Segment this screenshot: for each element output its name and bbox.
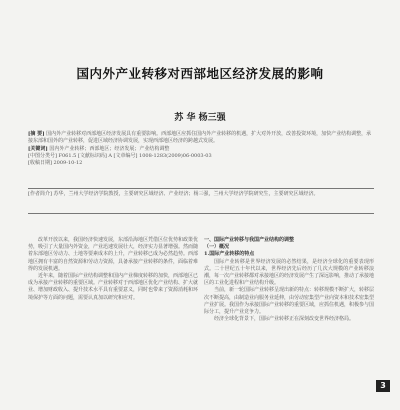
author-info: [作者简介] 苏华，兰州大学经济学院教授，主要研究区域经济、产业经济；杨三强，兰州大学经济学院研究生，主要研究区域经济。 [28, 191, 319, 197]
keywords-paragraph [28, 146, 374, 153]
subsection-item: 1.国际产业转移的特点 [204, 251, 255, 258]
abstract-block [28, 131, 374, 167]
keywords-label: [关键词] [28, 145, 48, 152]
abstract-text: 国内外产业转移对西部地区经济发展具有重要影响。西部地区应抓住国内外产业转移的机遇，扩大对外开放，改善投资环境，加快产业结构调整，承接东部和国外的产业转移，促进区域经济协调发展，实现西部地区经济的跨越式发展。 [28, 131, 372, 145]
right-column [204, 237, 374, 323]
left-column [28, 237, 198, 302]
right-paragraph-1: 国际产业转移是世界经济发展的必然结果，是经济全球化的重要表现形式。二十世纪五十年代以来，世界经济先后经历了几次大规模的产业转移浪潮，每一次产业转移都对承接地区的经济发展产生了深远影响，推动了承接地区的工业化进程和产业结构升级。 [204, 258, 375, 287]
abstract-paragraph [28, 131, 374, 146]
subsection-heading: （一）概况 [204, 244, 230, 251]
divider-bottom [28, 213, 374, 214]
right-paragraph-2: 当前，新一轮国际产业转移呈现出新的特点：转移规模不断扩大，转移层次不断提高，由制造业向服务业延伸，由劳动密集型产业向资本和技术密集型产业扩展。我国作为承接国际产业转移的重要区域，应抓住机遇，积极参与国际分工，提升产业竞争力。 [204, 287, 375, 316]
author-names: 苏 华 杨三强 [174, 113, 226, 123]
keywords-text: 国内外产业转移；西部地区；经济发展；产业结构调整 [49, 145, 170, 152]
abstract-label: [摘 要] [28, 131, 45, 137]
author-info-block [28, 191, 374, 198]
page-number: 3 [376, 380, 390, 392]
right-paragraph-3: 经济全球化背景下，国际产业转移正在深刻改变世界经济格局。 [214, 316, 355, 323]
page-title: 国内外产业转移对西部地区经济发展的影响 [76, 66, 324, 81]
received-date-line: [收稿日期] 2009-10-12 [28, 160, 83, 167]
classification-line: [中图分类号] F061.5 [文献标识码] A [文章编号] 1008-1283(2009)06-0003-03 [28, 152, 212, 159]
left-paragraph-1: 改革开放以来，我国经济快速发展，东部沿海地区凭借区位优势和政策优势，吸引了大量国内外资金，产业迅速发展壮大，经济实力显著增强。然而随着东部地区劳动力、土地等要素成本的上升，产业转移已成为必然趋势。西部地区拥有丰富的自然资源和劳动力资源，具备承接产业转移的条件，面临着难得的发展机遇。 [28, 237, 199, 272]
left-paragraph-2: 近年来，随着国际产业结构调整和国内产业梯度转移的加快，西部地区已成为承接产业转移的重要区域。产业转移对于西部地区优化产业结构、扩大就业、增加财政收入、提升技术水平具有重要意义，同时也带来了资源消耗和环境保护等方面的问题，需要认真加以研究和应对。 [28, 273, 199, 301]
divider-top [28, 188, 374, 189]
section-heading: 一、国际产业转移与我国产业结构的调整 [204, 237, 295, 243]
